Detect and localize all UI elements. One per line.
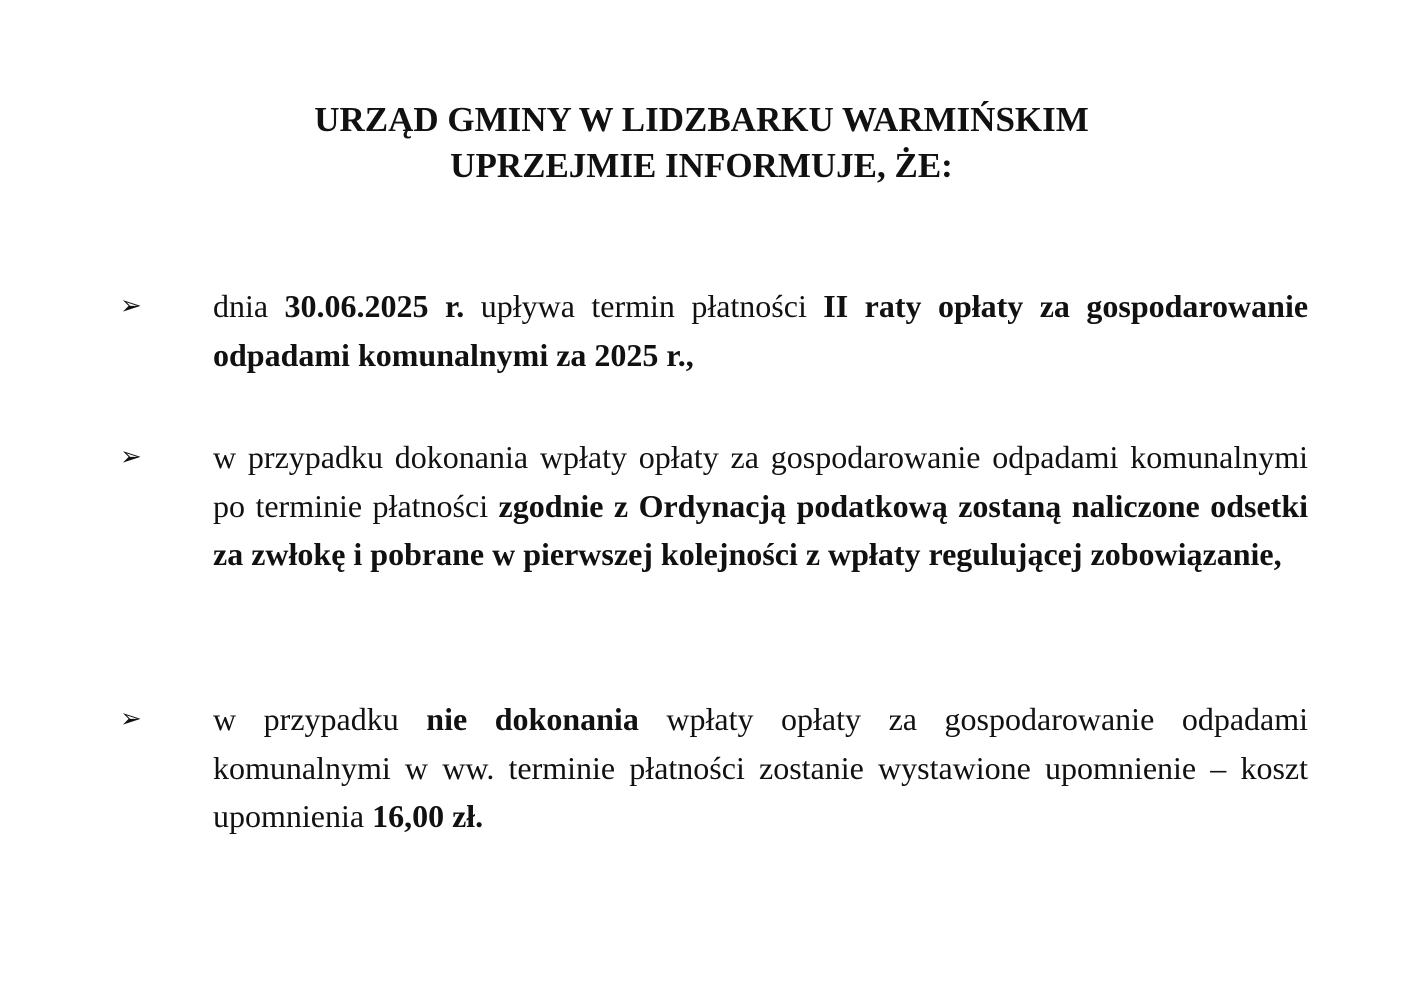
bold-text-segment: zgodnie z Ordynacją podatkową zostaną naliczone odsetki za zwłokę i pobrane w pierwszej kolejności z wpłaty regulującej zobowiązanie, bbox=[213, 487, 1309, 572]
item-text bbox=[213, 282, 1308, 379]
arrow-bullet-icon: ➢ bbox=[120, 291, 142, 321]
heading-line-2: UPRZEJMIE INFORMUJE, ŻE: bbox=[450, 146, 953, 185]
text-segment: dnia bbox=[213, 288, 285, 324]
text-segment: upływa termin płatności bbox=[464, 288, 824, 324]
text-segment: wpłaty opłaty za gospodarowanie odpadami komunalnymi w ww. terminie płatności zostanie wystawione upomnienie – koszt upomnienia bbox=[213, 701, 1309, 834]
bold-text-segment: nie dokonania bbox=[426, 701, 639, 737]
bold-text-segment: 16,00 zł. bbox=[372, 798, 484, 834]
bold-text-segment: 30.06.2025 r. bbox=[284, 288, 465, 324]
bold-text-segment: II raty opłaty za gospodarowanie odpadami komunalnymi za 2025 r., bbox=[213, 288, 1309, 373]
item-text bbox=[213, 695, 1308, 841]
arrow-bullet-icon: ➢ bbox=[120, 704, 142, 734]
heading-line-1: URZĄD GMINY W LIDZBARKU WARMIŃSKIM bbox=[314, 100, 1089, 139]
document-heading bbox=[0, 97, 1403, 189]
arrow-bullet-icon: ➢ bbox=[120, 442, 142, 472]
text-segment: w przypadku dokonania wpłaty opłaty za gospodarowanie odpadami komunalnymi po terminie płatności bbox=[213, 439, 1308, 524]
text-segment: w przypadku bbox=[213, 701, 427, 737]
item-text bbox=[213, 433, 1308, 579]
